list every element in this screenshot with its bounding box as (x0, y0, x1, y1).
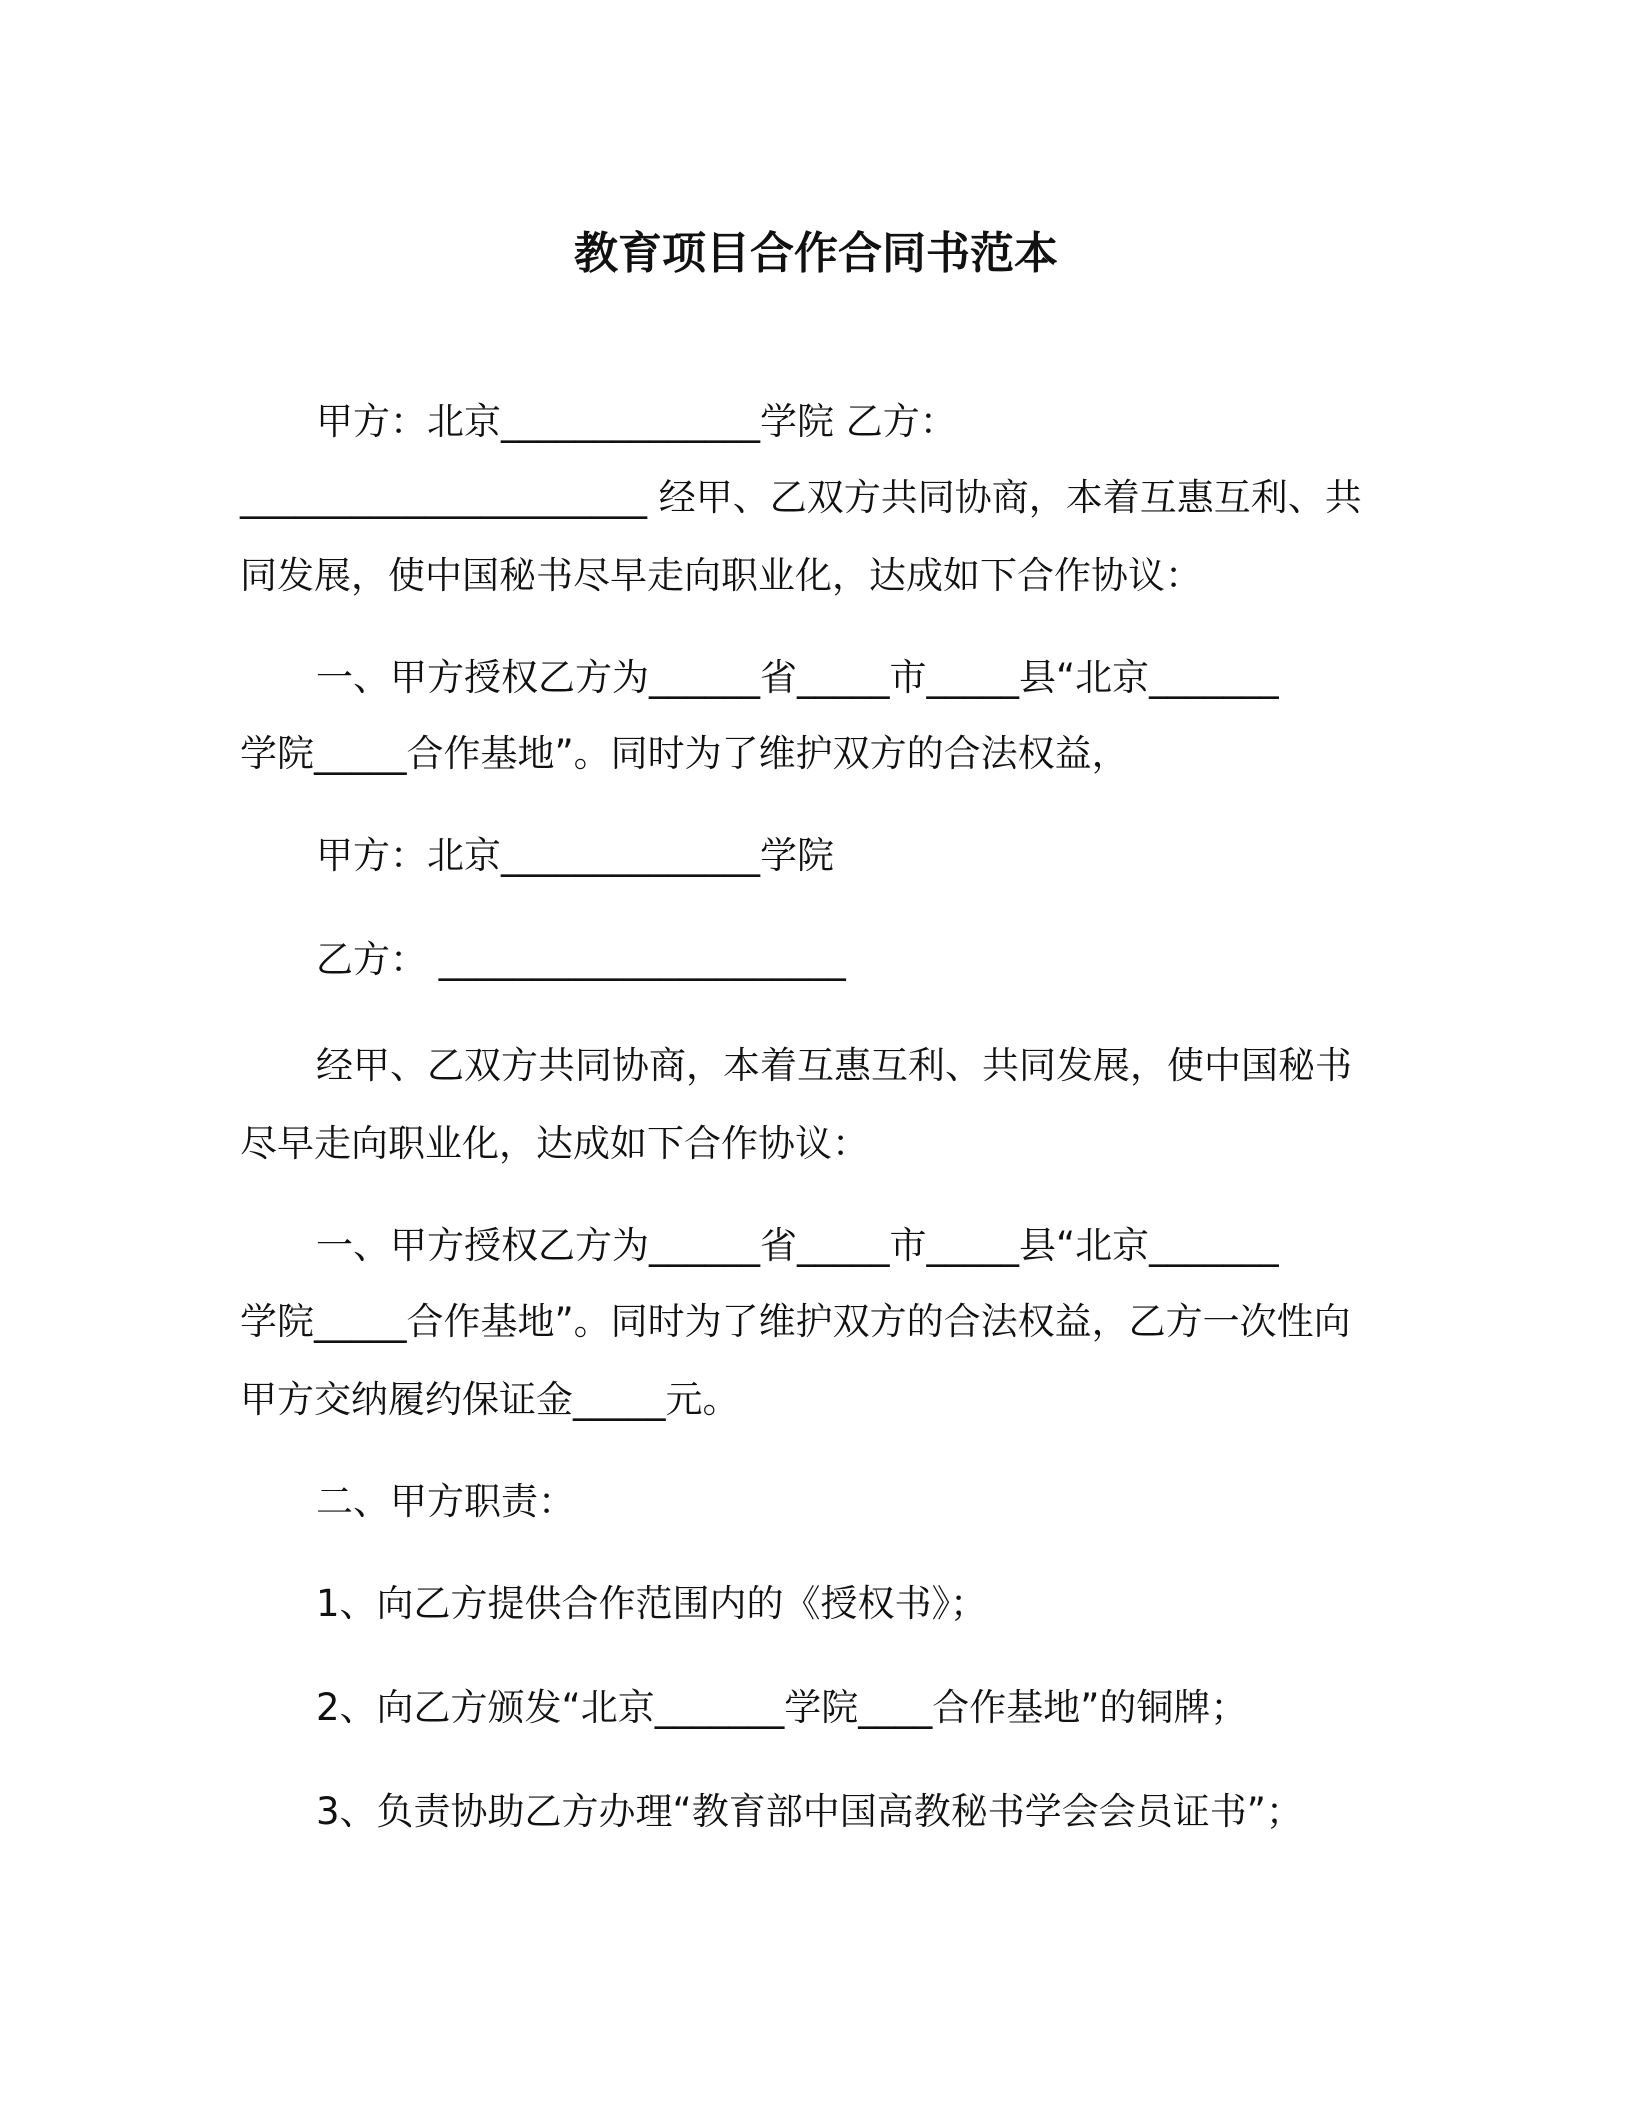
clause-1b-line-2: 学院_____合作基地”。同时为了维护双方的合法权益，乙方一次性向 (240, 1300, 1351, 1343)
agreement-line-1: 经甲、乙双方共同协商，本着互惠互利、共同发展，使中国秘书 (316, 1044, 1352, 1087)
clause-1-line-2: 学院_____合作基地”。同时为了维护双方的合法权益， (240, 732, 1129, 775)
clause-1b-line-1: 一、甲方授权乙方为______省_____市_____县“北京_______ (316, 1224, 1279, 1267)
clause-1-line-1: 一、甲方授权乙方为______省_____市_____县“北京_______ (316, 656, 1279, 699)
duty-item-1: 1、向乙方提供合作范围内的《授权书》； (316, 1582, 988, 1625)
party-a-line: 甲方：北京______________学院 乙方： (316, 400, 957, 443)
party-b-line: 乙方： ______________________ (316, 938, 846, 981)
agreement-line-2: 尽早走向职业化，达成如下合作协议： (240, 1122, 869, 1165)
clause-1b-line-3: 甲方交纳履约保证金_____元。 (240, 1378, 740, 1421)
intro-line-1: ______________________ 经甲、乙双方共同协商，本着互惠互利、共 (240, 476, 1362, 519)
intro-line-2: 同发展，使中国秘书尽早走向职业化，达成如下合作协议： (240, 554, 1202, 597)
duty-item-3: 3、负责协助乙方办理“教育部中国高教秘书学会会员证书”； (316, 1790, 1303, 1833)
party-a-repeat-line: 甲方：北京______________学院 (316, 834, 834, 877)
document-title: 教育项目合作合同书范本 (574, 228, 1058, 279)
section-2-heading: 二、甲方职责： (316, 1480, 575, 1523)
duty-item-2: 2、向乙方颁发“北京_______学院____合作基地”的铜牌； (316, 1686, 1248, 1729)
